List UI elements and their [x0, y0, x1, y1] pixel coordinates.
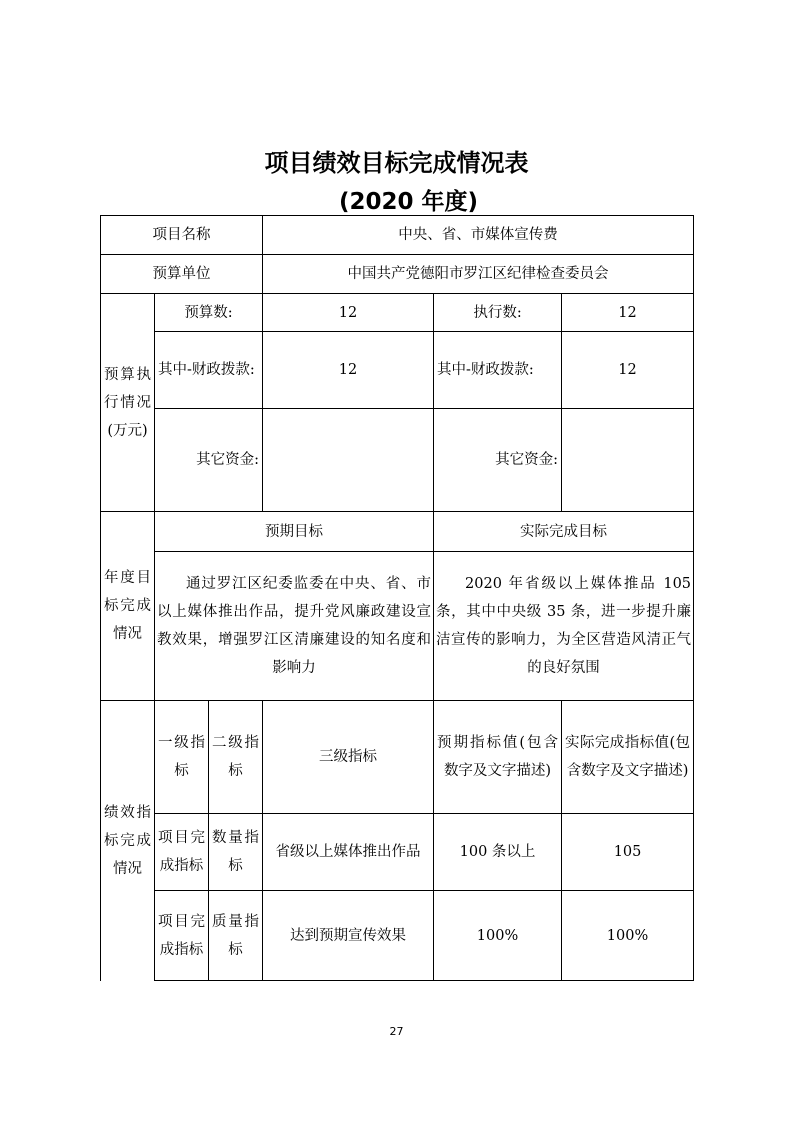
perf-label: 绩效指标完成情况	[101, 701, 155, 981]
other-value-right	[562, 409, 694, 512]
budget-num-value: 12	[263, 294, 434, 332]
row-level2: 质量指标	[209, 891, 263, 981]
exec-num-value: 12	[562, 294, 694, 332]
fiscal-value-right: 12	[562, 332, 694, 409]
exec-num-label: 执行数:	[434, 294, 562, 332]
project-name-value: 中央、省、市媒体宣传费	[263, 216, 694, 255]
expected-goal-text-cell	[155, 552, 434, 701]
row-actual: 105	[562, 814, 694, 891]
project-name-label: 项目名称	[101, 216, 263, 255]
row-level2: 数量指标	[209, 814, 263, 891]
document-subtitle: (2020 年度)	[338, 189, 479, 215]
other-label-left: 其它资金:	[155, 409, 263, 512]
actual-goal-text-cell	[434, 552, 694, 701]
row-expected: 100%	[434, 891, 562, 981]
row-level3: 达到预期宣传效果	[263, 891, 434, 981]
other-label-right: 其它资金:	[434, 409, 562, 512]
row-level3: 省级以上媒体推出作品	[263, 814, 434, 891]
page-number: 27	[389, 1025, 404, 1038]
level1-header: 一级指标	[155, 701, 209, 814]
budget-unit-value: 中国共产党德阳市罗江区纪律检查委员会	[263, 255, 694, 294]
actual-value-header: 实际完成指标值(包含数字及文字描述)	[562, 701, 694, 814]
annual-goal-label: 年度目标完成情况	[101, 512, 155, 701]
expected-goal-header: 预期目标	[155, 512, 434, 552]
table-row	[101, 814, 694, 891]
budget-num-label: 预算数:	[155, 294, 263, 332]
row-expected: 100 条以上	[434, 814, 562, 891]
row-level1: 项目完成指标	[155, 814, 209, 891]
level3-header: 三级指标	[263, 701, 434, 814]
row-level1: 项目完成指标	[155, 891, 209, 981]
fiscal-label-right: 其中-财政拨款:	[434, 332, 562, 409]
budget-exec-label: 预算执行情况(万元)	[101, 294, 155, 512]
other-value-left	[263, 409, 434, 512]
actual-goal-text: 2020 年省级以上媒体推品 105 条，其中中央级 35 条，进一步提升廉洁宣传的影响力，为全区营造风清正气的良好氛围	[436, 576, 692, 676]
budget-unit-label: 预算单位	[101, 255, 263, 294]
performance-table	[100, 215, 694, 981]
fiscal-value-left: 12	[263, 332, 434, 409]
table-row	[101, 891, 694, 981]
level2-header: 二级指标	[209, 701, 263, 814]
document-title: 项目绩效目标完成情况表	[264, 149, 529, 177]
row-actual: 100%	[562, 891, 694, 981]
expected-goal-text: 通过罗江区纪委监委在中央、省、市以上媒体推出作品，提升党风廉政建设宣教效果，增强罗江区清廉建设的知名度和影响力	[157, 576, 432, 676]
expected-value-header: 预期指标值(包含数字及文字描述)	[434, 701, 562, 814]
fiscal-label-left: 其中-财政拨款:	[155, 332, 263, 409]
actual-goal-header: 实际完成目标	[434, 512, 694, 552]
